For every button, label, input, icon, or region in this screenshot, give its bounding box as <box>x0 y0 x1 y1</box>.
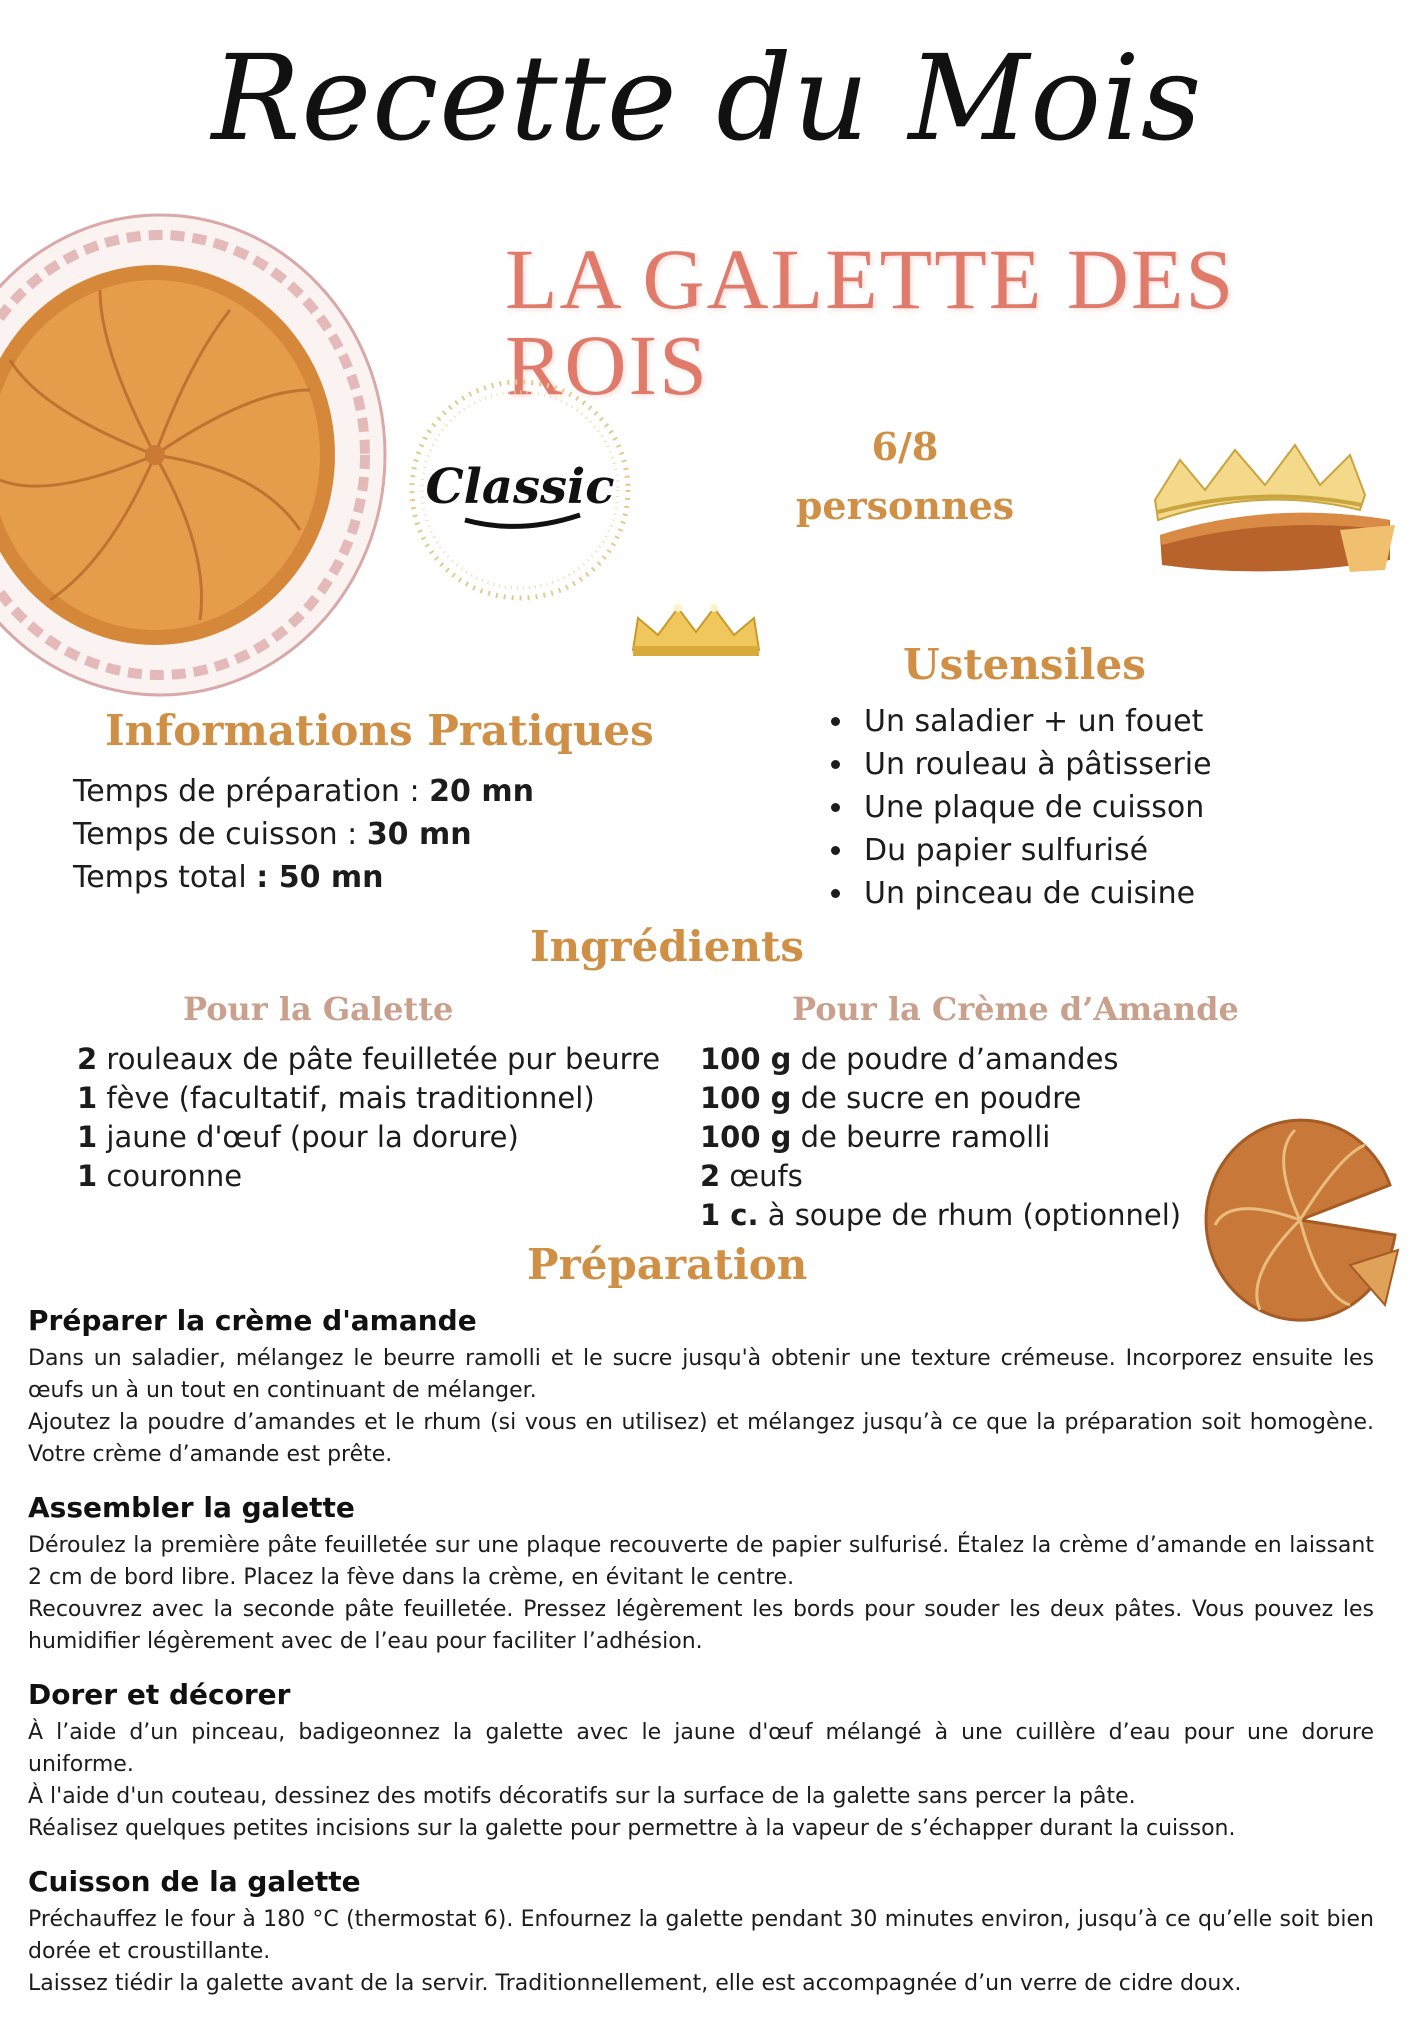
infos-list <box>73 770 534 899</box>
info-label: Temps de cuisson : <box>73 817 367 852</box>
ingredient-item <box>700 1118 1181 1157</box>
ingredient-text: rouleaux de pâte feuilletée pur beurre <box>97 1042 661 1076</box>
ingredient-text: de poudre d’amandes <box>791 1042 1119 1076</box>
ingredient-text: jaune d'œuf (pour la dorure) <box>97 1120 519 1154</box>
step-paragraph: Préchauffez le four à 180 °C (thermostat 6). Enfournez la galette pendant 30 minutes environ, jusqu’à ce qu’elle soit bien dorée et croustillante. <box>28 1907 1374 1964</box>
ingredient-text: fève (facultatif, mais traditionnel) <box>97 1081 595 1115</box>
preparation-title: Préparation <box>527 1240 808 1289</box>
servings-unit: personnes <box>795 482 1015 528</box>
recipe-name: LA GALETTE DES ROIS <box>505 231 1236 413</box>
ingredient-text: œufs <box>720 1159 803 1193</box>
step-title: Assembler la galette <box>28 1491 355 1524</box>
creme-ingredients-list <box>700 1040 1181 1235</box>
preparation-step <box>28 1678 1374 1845</box>
ustensile-item: • Un pinceau de cuisine <box>856 872 1212 915</box>
crown-icon <box>628 600 764 660</box>
ustensile-item: • Une plaque de cuisson <box>856 786 1212 829</box>
classic-label: Classic <box>425 459 615 515</box>
ingredient-qty: 100 g <box>700 1042 792 1076</box>
servings <box>760 418 1050 536</box>
info-label: Temps de préparation : <box>73 774 430 809</box>
info-value: 20 mn <box>429 774 534 809</box>
info-row <box>73 856 534 899</box>
step-paragraph: À l’aide d’un pinceau, badigeonnez la galette avec le jaune d'œuf mélangé à une cuillère d’eau pour une dorure uniforme. <box>28 1720 1374 1777</box>
ustensile-item: • Un saladier + un fouet <box>856 700 1212 743</box>
preparation-step <box>28 1865 1374 2000</box>
ingredient-qty: 100 g <box>700 1081 792 1115</box>
ingredient-item <box>700 1196 1181 1235</box>
ingredient-qty: 2 <box>700 1159 721 1193</box>
step-paragraph: Laissez tiédir la galette avant de la servir. Traditionnellement, elle est accompagnée d’un verre de cidre doux. <box>28 1971 1242 1996</box>
ingredient-qty: 100 g <box>700 1120 792 1154</box>
ingredient-text: à soupe de rhum (optionnel) <box>758 1198 1182 1232</box>
info-row <box>73 770 534 813</box>
step-paragraph: Déroulez la première pâte feuilletée sur une plaque recouverte de papier sulfurisé. Étalez la crème d’amande en laissant 2 cm de bord libre. Placez la fève dans la crème, en évitant le centre. <box>28 1533 1374 1590</box>
ingredients-title: Ingrédients <box>530 922 805 971</box>
ingredient-qty: 1 c. <box>700 1198 759 1232</box>
step-paragraph: Dans un saladier, mélangez le beurre ramolli et le sucre jusqu'à obtenir une texture crémeuse. Incorporez ensuite les œufs un à un tout en continuant de mélanger. <box>28 1346 1374 1403</box>
ingredient-item <box>700 1157 1181 1196</box>
galette-ingredients-list <box>77 1040 660 1196</box>
preparation-steps <box>28 1304 1374 2020</box>
ingredient-item <box>77 1079 660 1118</box>
classic-badge <box>405 375 635 605</box>
info-value: 30 mn <box>366 817 472 852</box>
ingredient-item <box>700 1079 1181 1118</box>
ingredient-qty: 1 <box>77 1159 98 1193</box>
step-paragraph: Réalisez quelques petites incisions sur la galette pour permettre à la vapeur de s’échapper durant la cuisson. <box>28 1816 1236 1841</box>
info-value: : 50 mn <box>256 860 384 895</box>
step-paragraph: Recouvrez avec la seconde pâte feuilletée. Pressez légèrement les bords pour souder les deux pâtes. Vous pouvez les humidifier légèrement avec de l’eau pour faciliter l’adhésion. <box>28 1597 1374 1654</box>
step-paragraph: Ajoutez la poudre d’amandes et le rhum (si vous en utilisez) et mélangez jusqu’à ce que la préparation soit homogène. Votre crème d’amande est prête. <box>28 1410 1374 1467</box>
ingredient-item <box>77 1040 660 1079</box>
step-title: Dorer et décorer <box>28 1678 291 1711</box>
galette-plate-image <box>0 210 390 700</box>
preparation-step <box>28 1304 1374 1471</box>
galette-slice-image <box>1200 1115 1400 1325</box>
ingredient-item <box>77 1118 660 1157</box>
info-row <box>73 813 534 856</box>
ustensile-item: • Du papier sulfurisé <box>856 829 1212 872</box>
servings-count: 6/8 <box>871 424 939 469</box>
ustensiles-title: Ustensiles <box>903 640 1146 689</box>
page-title: Recette du Mois <box>211 29 1203 167</box>
galette-subtitle: Pour la Galette <box>183 990 454 1028</box>
ingredient-qty: 1 <box>77 1081 98 1115</box>
ingredient-qty: 1 <box>77 1120 98 1154</box>
creme-subtitle: Pour la Crème d’Amande <box>792 990 1239 1028</box>
step-title: Cuisson de la galette <box>28 1865 361 1898</box>
step-title: Préparer la crème d'amande <box>28 1304 477 1337</box>
info-label: Temps total <box>73 860 257 895</box>
ingredient-text: de beurre ramolli <box>791 1120 1051 1154</box>
ingredient-item <box>77 1157 660 1196</box>
step-paragraph: À l'aide d'un couteau, dessinez des motifs décoratifs sur la surface de la galette sans percer la pâte. <box>28 1784 1136 1809</box>
ingredient-qty: 2 <box>77 1042 98 1076</box>
ingredient-text: de sucre en poudre <box>791 1081 1082 1115</box>
ingredient-text: couronne <box>97 1159 243 1193</box>
preparation-step <box>28 1491 1374 1658</box>
ingredient-item <box>700 1040 1181 1079</box>
infos-title: Informations Pratiques <box>105 706 654 755</box>
ustensile-item: • Un rouleau à pâtisserie <box>856 743 1212 786</box>
galette-crown-image <box>1150 430 1400 590</box>
ustensiles-list <box>820 700 1212 915</box>
